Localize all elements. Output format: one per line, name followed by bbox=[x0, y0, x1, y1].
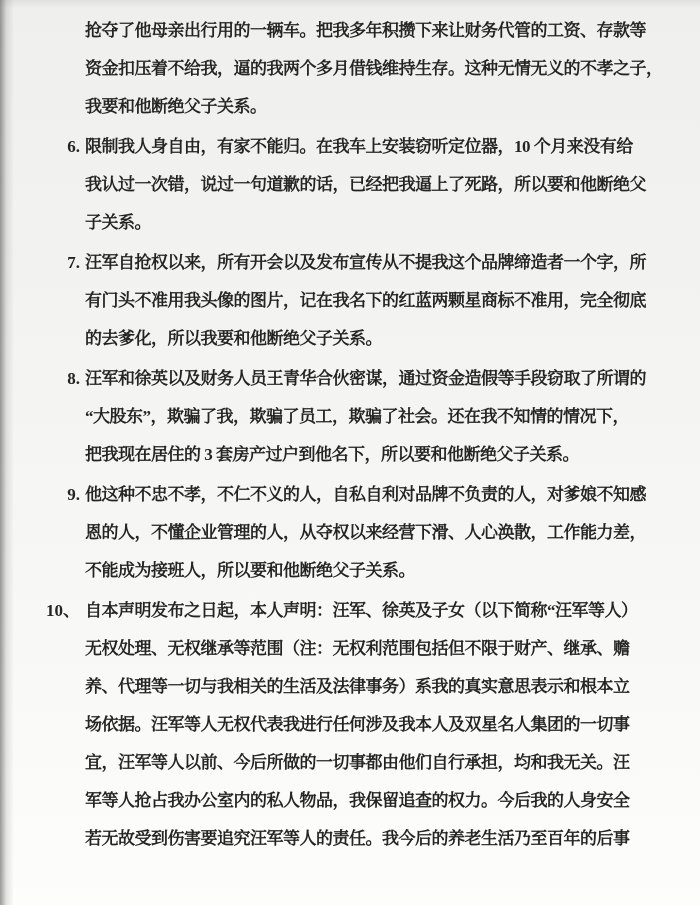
text-line: 若无故受到伤害要追究汪军等人的责任。我今后的养老生活乃至百年的后事 bbox=[85, 829, 630, 848]
statement-item bbox=[0, 12, 700, 126]
text-line: 汪军自抢权以来，所有开会以及发布宣传从不提我这个品牌缔造者一个字，所 bbox=[85, 253, 646, 272]
text-line: 资金扣压着不给我，逼的我两个多月借钱维持生存。这种无情无义的不孝之子， bbox=[85, 59, 663, 78]
text-line: 把我现在居住的 3 套房产过户到他名下，所以要和他断绝父子关系。 bbox=[85, 445, 579, 464]
text-line: 场依据。汪军等人无权代表我进行任何涉及我本人及双星名人集团的一切事 bbox=[85, 715, 630, 734]
text-line: 恩的人，不懂企业管理的人，从夺权以来经营下滑、人心涣散，工作能力差， bbox=[85, 523, 646, 542]
text-line: 自本声明发布之日起，本人声明：汪军、徐英及子女（以下简称“汪军等人） bbox=[85, 601, 638, 620]
statement-item bbox=[0, 360, 700, 474]
statement-item bbox=[0, 476, 700, 590]
item-lines bbox=[85, 128, 700, 242]
item-lines bbox=[85, 360, 700, 474]
text-line: 汪军和徐英以及财务人员王青华合伙密谋，通过资金造假等手段窃取了所谓的 bbox=[85, 369, 646, 388]
top-edge-scan-shadow bbox=[0, 0, 700, 8]
text-line: 限制我人身自由，有家不能归。在我车上安装窃听定位器，10 个月来没有给 bbox=[85, 137, 633, 156]
item-number: 6. bbox=[67, 137, 80, 156]
item-lines bbox=[85, 592, 700, 858]
item-number bbox=[0, 12, 80, 50]
item-number: 10、 bbox=[46, 601, 80, 620]
document-body bbox=[0, 12, 700, 860]
text-line: 子关系。 bbox=[85, 213, 151, 232]
text-line: 抢夺了他母亲出行用的一辆车。把我多年积攒下来让财务代管的工资、存款等 bbox=[85, 21, 646, 40]
text-line: 我要和他断绝父子关系。 bbox=[85, 97, 267, 116]
text-line: 军等人抢占我办公室内的私人物品，我保留追查的权力。今后我的人身安全 bbox=[85, 791, 630, 810]
text-line: 无权处理、无权继承等范围（注：无权利范围包括但不限于财产、继承、赡 bbox=[85, 639, 630, 658]
item-number: 9. bbox=[67, 485, 80, 504]
text-line: 不能成为接班人，所以要和他断绝父子关系。 bbox=[85, 561, 415, 580]
item-lines bbox=[85, 476, 700, 590]
text-line: “大股东”，欺骗了我，欺骗了员工，欺骗了社会。还在我不知情的情况下， bbox=[85, 407, 629, 426]
statement-item bbox=[0, 592, 700, 858]
statement-item bbox=[0, 244, 700, 358]
item-number: 8. bbox=[67, 369, 80, 388]
text-line: 我认过一次错，说过一句道歉的话，已经把我逼上了死路，所以要和他断绝父 bbox=[85, 175, 646, 194]
text-line: 他这种不忠不孝，不仁不义的人，自私自利对品牌不负责的人，对爹娘不知感 bbox=[85, 485, 646, 504]
item-lines bbox=[85, 12, 700, 126]
text-line: 宜，汪军等人以前、今后所做的一切事都由他们自行承担，均和我无关。汪 bbox=[85, 753, 630, 772]
text-line: 养、代理等一切与我相关的生活及法律事务）系我的真实意思表示和根本立 bbox=[85, 677, 630, 696]
text-line: 的去爹化，所以我要和他断绝父子关系。 bbox=[85, 329, 382, 348]
text-line: 有门头不准用我头像的图片，记在我名下的红蓝两颗星商标不准用，完全彻底 bbox=[85, 291, 646, 310]
item-lines bbox=[85, 244, 700, 358]
statement-item bbox=[0, 128, 700, 242]
item-number: 7. bbox=[67, 253, 80, 272]
